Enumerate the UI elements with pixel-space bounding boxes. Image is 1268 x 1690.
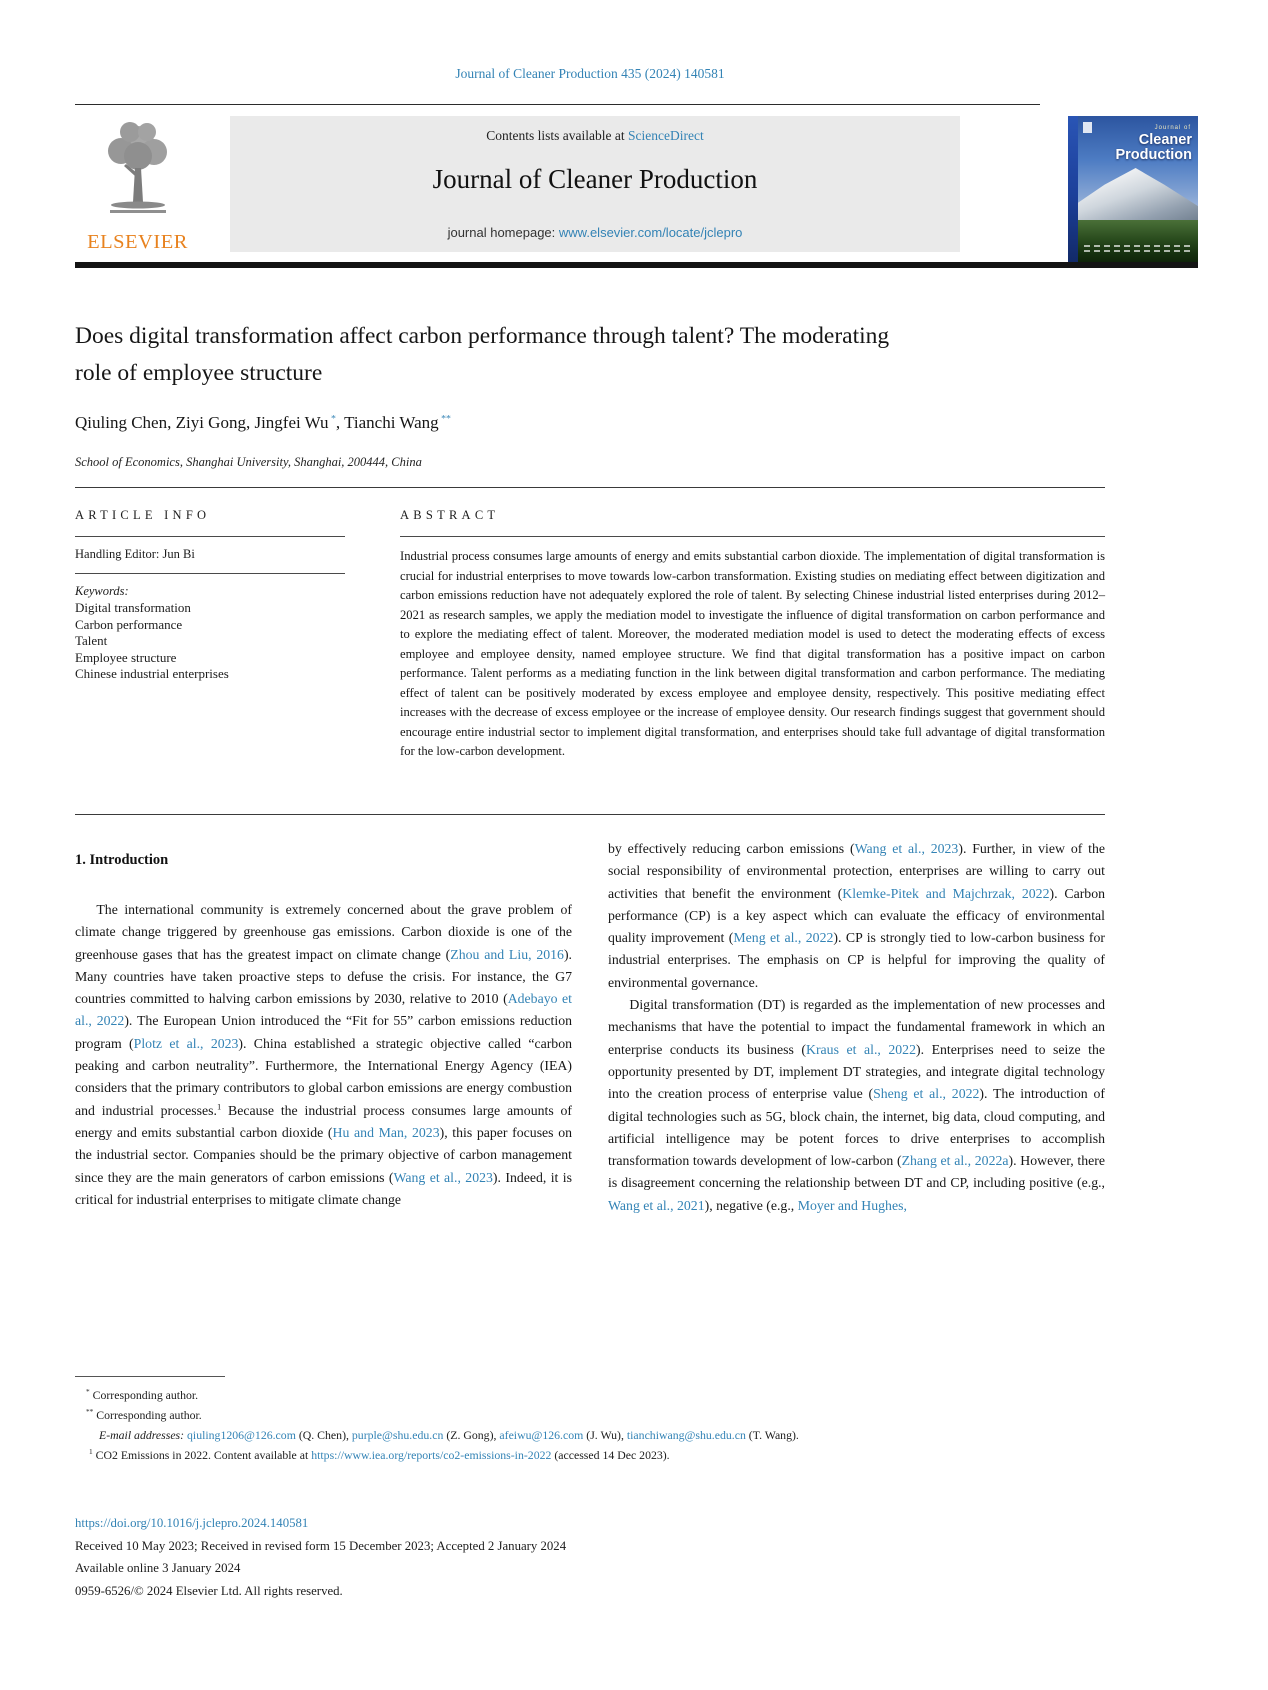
- text-segment: (Q. Chen),: [295, 1428, 352, 1442]
- text-segment: (Z. Gong),: [443, 1428, 500, 1442]
- text-segment: ). Carbon performance (CP) is a key aspect which can evaluate the efficacy of environmental quality improvement (: [608, 885, 1105, 946]
- citation-link[interactable]: Adebayo et al., 2022: [75, 991, 572, 1029]
- text-segment: ,: [167, 413, 176, 432]
- text-segment: (accessed 14 Dec 2023).: [551, 1448, 670, 1462]
- superscript-marker: *: [86, 1387, 90, 1397]
- citation-link[interactable]: Klemke-Pitek and Majchrzak, 2022: [842, 885, 1050, 901]
- available-line: Available online 3 January 2024: [75, 1561, 241, 1575]
- superscript-marker: 1: [216, 1101, 222, 1112]
- text-segment: by effectively reducing carbon emissions (: [608, 841, 855, 856]
- text-segment: ). China established a strategic objective called “carbon peaking and carbon neutrality”. Furthermore, the International Energy Agency (IEA) considers that the primary contributors to global carbon emissions are energy combustion and industrial processes.: [75, 1035, 573, 1118]
- citation-link[interactable]: qiuling1206@126.com: [187, 1428, 296, 1442]
- cover-publisher-mark: [1083, 122, 1092, 133]
- citation-link[interactable]: https://www.iea.org/reports/co2-emissions-in-2022: [311, 1448, 552, 1462]
- imprint-block: [75, 1512, 1105, 1602]
- homepage-prefix: journal homepage:: [447, 225, 559, 240]
- citation-link[interactable]: Meng et al., 2022: [733, 930, 834, 946]
- citation-link[interactable]: Wang et al., 2023: [393, 1169, 493, 1185]
- contents-line: [230, 128, 960, 144]
- abstract-column: [400, 508, 1105, 762]
- title-rule: [75, 487, 1105, 488]
- text-segment: CO2 Emissions in 2022. Content available at: [92, 1448, 312, 1462]
- text-segment: (J. Wu),: [583, 1428, 627, 1442]
- column-gap: [345, 508, 400, 762]
- citation-link[interactable]: tianchiwang@shu.edu.cn: [626, 1428, 746, 1442]
- keyword: Employee structure: [75, 649, 177, 665]
- citation-link[interactable]: Wang et al., 2021: [608, 1197, 705, 1213]
- citation-link[interactable]: Moyer and Hughes,: [797, 1197, 907, 1213]
- superscript-marker: 1: [89, 1447, 93, 1457]
- citation-link[interactable]: Plotz et al., 2023: [133, 1035, 239, 1051]
- superscript-marker: *: [328, 413, 336, 425]
- body-left-column: [75, 852, 572, 1211]
- text-segment: ). Many countries have taken proactive steps to defuse the crisis. For instance, the G7 countries committed to halving carbon emissions by 2030, relative to 2010 (: [75, 946, 572, 1007]
- elsevier-tree-icon: [88, 118, 188, 224]
- text-segment: Corresponding author.: [93, 1408, 202, 1422]
- keyword: Talent: [75, 633, 108, 648]
- abstract-heading: ABSTRACT: [400, 508, 500, 522]
- text-segment: ). Further, in view of the social responsibility of environmental protection, enterprises are willing to carry out activities that benefit the environment (: [608, 841, 1106, 901]
- italic-label: E-mail addresses:: [99, 1428, 188, 1442]
- keyword: Carbon performance: [75, 616, 183, 632]
- text-segment: (T. Wang).: [745, 1428, 799, 1442]
- footnote-corresponding-2: [75, 1405, 1105, 1425]
- abstract-text: Industrial process consumes large amounts of energy and emits substantial carbon dioxide. The implementation of digital transformation is crucial for industrial enterprises to move towards low-carbon transformation. Existing studies on mediating effect between digitization and carbon emissions reduction have not adequately explored the role of talent. By selecting Chinese industrial listed enterprises during 2012–2021 as research samples, we apply the mediation model to investigate the influence of digital transformation on carbon performance and to explore the mediating effect of talent. Moreover, the moderated mediation model is used to detect the moderating effects of excess employee and employee density, named employee structure. We find that digital transformation has a positive impact on carbon performance. Talent performs as a mediating function in the link between digital transformation and carbon performance. The mediating effect of talent can be positively moderated by excess employee and employee density, respectively. This positive mediating effect increases with the decrease of excess employee or the increase of employee density. Our research findings suggest that government should encourage entire industrial sector to implement digital transformation, and enterprises should take full advantage of digital transformation for the low-carbon development.: [400, 549, 1105, 758]
- citation-link[interactable]: Kraus et al., 2022: [806, 1041, 916, 1057]
- footnote-corresponding-1: [75, 1385, 1105, 1405]
- citation-link[interactable]: afeiwu@126.com: [499, 1428, 584, 1442]
- info-abstract-section: [75, 508, 1105, 762]
- article-info-column: [75, 508, 345, 762]
- text-segment: Tianchi Wang: [344, 413, 439, 432]
- journal-title: Journal of Cleaner Production: [432, 164, 758, 194]
- cover-small-title: Journal of: [1154, 125, 1191, 131]
- superscript-marker: **: [438, 413, 451, 425]
- keyword: Chinese industrial enterprises: [75, 666, 229, 681]
- citation-link[interactable]: Zhou and Liu, 2016: [450, 946, 564, 962]
- text-segment: Ziyi Gong: [175, 413, 246, 432]
- footnote-co2: [75, 1445, 1105, 1465]
- text-segment: Jingfei Wu: [254, 413, 329, 432]
- cover-caption-lines: [1084, 245, 1192, 256]
- received-line: Received 10 May 2023; Received in revised form 15 December 2023; Accepted 2 January 2024: [75, 1538, 567, 1553]
- elsevier-logo: [75, 118, 200, 254]
- text-segment: Because the industrial process consumes large amounts of energy and emits substantial carbon dioxide (: [75, 1102, 572, 1140]
- text-segment: ). The European Union introduced the “Fit for 55” carbon emissions reduction program (: [75, 1013, 572, 1051]
- sciencedirect-link[interactable]: ScienceDirect: [628, 128, 704, 143]
- text-segment: Qiuling Chen: [75, 413, 168, 432]
- doi-link[interactable]: https://doi.org/10.1016/j.jclepro.2024.140581: [75, 1516, 309, 1530]
- homepage-line: [230, 225, 960, 240]
- footnote-rule: [75, 1376, 225, 1377]
- abstract-rule: [400, 536, 1105, 537]
- article-info-heading: ARTICLE INFO: [75, 508, 211, 522]
- text-segment: ,: [245, 413, 255, 432]
- affiliation: School of Economics, Shanghai University, Shanghai, 200444, China: [75, 455, 422, 469]
- handling-editor: Handling Editor: Jun Bi: [75, 547, 195, 561]
- text-segment: ). The introduction of digital technologies such as 5G, block chain, the internet, big data, cloud computing, and artificial intelligence may be potent forces to drive enterprises to accomplish transformation towards development of low-carbon (: [608, 1086, 1105, 1169]
- citation-link[interactable]: purple@shu.edu.cn: [351, 1428, 444, 1442]
- citation-link[interactable]: Wang et al., 2023: [854, 841, 959, 856]
- article-title: Does digital transformation affect carbon performance through talent? The moderating role of employee structure: [75, 323, 890, 386]
- info-rule-2: [75, 573, 345, 574]
- text-segment: Digital transformation (DT) is regarded as the implementation of new processes and mechanisms that have the potential to impact the fundamental framework in which an enterprise conducts its business (: [608, 997, 1105, 1057]
- journal-reference: Journal of Cleaner Production 435 (2024) 140581: [455, 66, 725, 81]
- journal-cover-thumbnail[interactable]: [1068, 116, 1198, 262]
- header-top-rule: [75, 104, 1040, 105]
- doi-line: [75, 1512, 1105, 1535]
- body-right-column: [608, 838, 1105, 1217]
- cover-spine-stripe: [1068, 116, 1078, 262]
- text-segment: Corresponding author.: [89, 1388, 199, 1402]
- footnote-emails: [75, 1425, 1105, 1445]
- copyright-line: 0959-6526/© 2024 Elsevier Ltd. All rights reserved.: [75, 1583, 343, 1598]
- introduction-heading: 1. Introduction: [75, 852, 169, 868]
- text-segment: The international community is extremely concerned about the grave problem of climate change triggered by greenhouse gas emissions. Carbon dioxide is one of the greenhouse gases that has the greatest impact on climate change (: [75, 902, 572, 962]
- citation-link[interactable]: Hu and Man, 2023: [332, 1124, 440, 1140]
- citation-link[interactable]: Sheng et al., 2022: [873, 1086, 980, 1102]
- text-segment: ), this paper focuses on the industrial sector. Companies should be the primary objective of carbon management since they are the main generators of carbon emissions (: [75, 1124, 572, 1185]
- text-segment: ). However, there is disagreement concerning the relationship between DT and CP, including positive (e.g.,: [608, 1153, 1105, 1191]
- info-rule-1: [75, 536, 345, 537]
- journal-homepage-link[interactable]: www.elsevier.com/locate/jclepro: [558, 225, 743, 240]
- cover-mountain-art: [1078, 168, 1198, 224]
- intro-paragraph: [608, 838, 1105, 994]
- intro-paragraph: [75, 899, 572, 1211]
- citation-link[interactable]: Zhang et al., 2022a: [901, 1153, 1009, 1169]
- text-segment: ). Indeed, it is critical for industrial enterprises to mitigate climate change: [75, 1169, 572, 1207]
- contents-prefix: Contents lists available at: [486, 128, 628, 143]
- abstract-bottom-rule: [75, 814, 1105, 815]
- intro-paragraph: [608, 994, 1105, 1217]
- text-segment: ). CP is strongly tied to low-carbon business for industrial enterprises. The emphasis on CP is helpful for improving the quality of environmental governance.: [608, 930, 1105, 990]
- elsevier-wordmark: ELSEVIER: [87, 231, 188, 253]
- footnotes-block: [75, 1376, 1105, 1465]
- superscript-marker: **: [86, 1407, 94, 1417]
- header-black-bar: [75, 262, 1198, 268]
- journal-header-banner: [230, 116, 960, 252]
- text-segment: ,: [335, 413, 345, 432]
- cover-title: Cleaner Production: [1115, 132, 1192, 163]
- authors-line: [75, 413, 451, 433]
- text-segment: ). Enterprises need to seize the opportunity presented by DT, implement DT strategies, and integrate digital technology into the creation process of enterprise value (: [608, 1041, 1106, 1102]
- text-segment: ), negative (e.g.,: [704, 1197, 798, 1213]
- keyword: Digital transformation: [75, 600, 191, 615]
- keywords-label: Keywords:: [75, 584, 129, 598]
